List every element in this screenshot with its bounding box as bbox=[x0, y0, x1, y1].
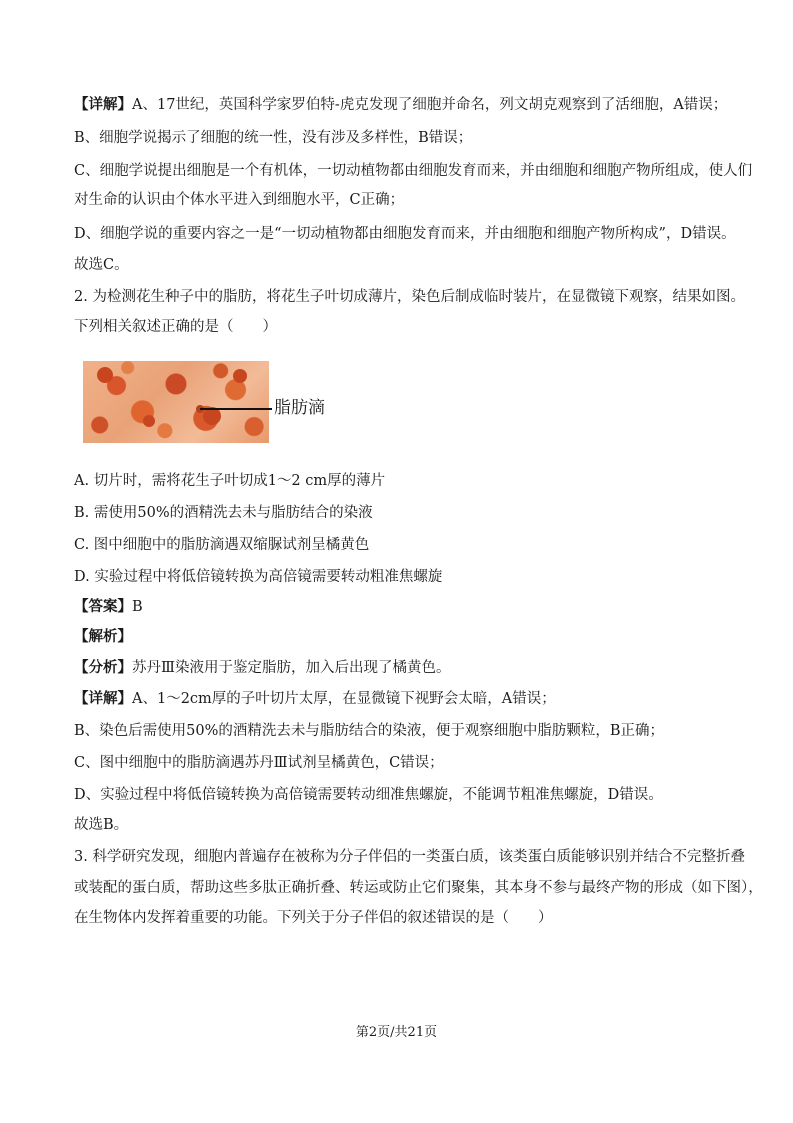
page-number: 第2页/共21页 bbox=[355, 1025, 438, 1040]
question-2-stem: 2. 为检测花生种子中的脂肪，将花生子叶切成薄片，染色后制成临时装片，在显微镜下观察，结果如图。 bbox=[74, 289, 745, 305]
label-pointer-line bbox=[200, 408, 272, 410]
option-d: D. 实验过程中将低倍镜转换为高倍镜需要转动粗准焦螺旋 bbox=[74, 569, 443, 585]
analysis-tag: 【解析】 bbox=[74, 628, 132, 645]
figure-label: 脂肪滴 bbox=[274, 398, 325, 418]
detail2-line-b: B、染色后需使用50%的酒精洗去未与脂肪结合的染液，便于观察细胞中脂肪颗粒，B正确； bbox=[74, 723, 665, 739]
detail-line-b: B、细胞学说揭示了细胞的统一性，没有涉及多样性，B错误； bbox=[74, 130, 473, 146]
question-3-stem: 3. 科学研究发现，细胞内普遍存在被称为分子伴侣的一类蛋白质，该类蛋白质能够识别并结合不完整折叠 bbox=[74, 849, 745, 865]
detail2-tag: 【详解】 bbox=[74, 690, 132, 707]
detail-line-a bbox=[74, 95, 727, 115]
option-c: C. 图中细胞中的脂肪滴遇双缩脲试剂呈橘黄色 bbox=[74, 537, 370, 553]
fenxi-line bbox=[74, 658, 450, 678]
answer-value: B bbox=[132, 599, 143, 615]
detail-line-c: C、细胞学说提出细胞是一个有机体，一切动植物都由细胞发育而来，并由细胞和细胞产物所组成，使人们 bbox=[74, 163, 753, 179]
answer-line bbox=[74, 597, 143, 617]
detail-tag: 【详解】 bbox=[74, 96, 132, 113]
detail-text-a: A、17世纪，英国科学家罗伯特-虎克发现了细胞并命名，列文胡克观察到了活细胞，A错误； bbox=[132, 97, 728, 113]
fenxi-text: 苏丹Ⅲ染液用于鉴定脂肪，加入后出现了橘黄色。 bbox=[132, 660, 451, 676]
detail2-line-d: D、实验过程中将低倍镜转换为高倍镜需要转动细准焦螺旋，不能调节粗准焦螺旋，D错误。 bbox=[74, 787, 663, 803]
question-2-stem-cont: 下列相关叙述正确的是（ ） bbox=[74, 319, 277, 335]
detail-line-c-cont: 对生命的认识由个体水平进入到细胞水平，C正确； bbox=[74, 192, 405, 208]
question-3-stem-cont-1: 或装配的蛋白质，帮助这些多肽正确折叠、转运或防止它们聚集，其本身不参与最终产物的形成（如下图）， bbox=[74, 880, 763, 896]
detail2-text-a: A、1～2cm厚的子叶切片太厚，在显微镜下视野会太暗，A错误； bbox=[132, 691, 556, 707]
fenxi-tag: 【分析】 bbox=[74, 659, 132, 676]
question-3-stem-cont-2: 在生物体内发挥着重要的功能。下列关于分子伴侣的叙述错误的是（ ） bbox=[74, 910, 553, 926]
option-a: A. 切片时，需将花生子叶切成1～2 cm厚的薄片 bbox=[74, 473, 386, 489]
micrograph-image bbox=[83, 361, 269, 443]
analysis-heading bbox=[74, 627, 132, 647]
detail2-line-c: C、图中细胞中的脂肪滴遇苏丹Ⅲ试剂呈橘黄色，C错误； bbox=[74, 755, 444, 771]
conclusion-2: 故选B。 bbox=[74, 817, 129, 833]
answer-tag: 【答案】 bbox=[74, 598, 132, 615]
detail-line-d: D、细胞学说的重要内容之一是“一切动植物都由细胞发育而来，并由细胞和细胞产物所构成”，D错误。 bbox=[74, 226, 736, 242]
detail2-line-a bbox=[74, 689, 556, 709]
conclusion-1: 故选C。 bbox=[74, 257, 129, 273]
option-b: B. 需使用50%的酒精洗去未与脂肪结合的染液 bbox=[74, 505, 373, 521]
